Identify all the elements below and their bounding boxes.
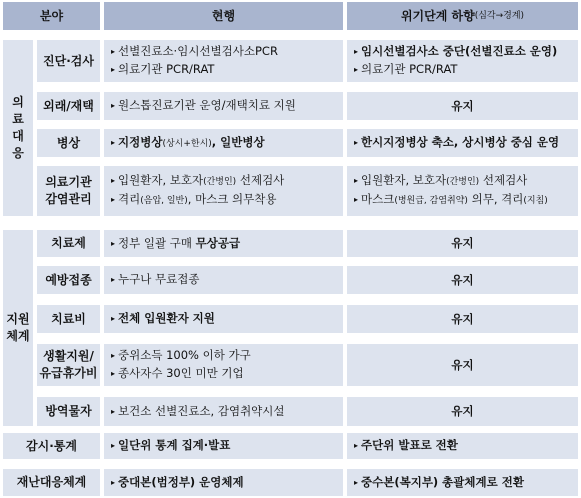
bullet-icon: ▸ xyxy=(111,314,116,323)
bullet-icon: ▸ xyxy=(354,195,359,204)
bullet-item xyxy=(111,437,343,455)
category-infection-control xyxy=(37,166,100,216)
bullet-icon: ▸ xyxy=(111,477,116,487)
bullet-icon: ▸ xyxy=(111,441,116,450)
group-medical-char: 의 xyxy=(12,95,24,109)
category-label: 감시·통계 xyxy=(26,438,77,453)
bullet-icon: ▸ xyxy=(111,406,116,416)
bullet-icon: ▸ xyxy=(111,65,116,74)
bullet-text: 임시선별검사소 중단(선별진료소 운영) xyxy=(361,44,558,58)
direction-label: 유지 xyxy=(451,272,474,287)
bullet-text: 의료기관 PCR/RAT xyxy=(118,62,215,76)
header-field xyxy=(3,2,100,30)
category-living-support xyxy=(37,344,100,386)
bullet-text: 의무, 격리 xyxy=(467,192,524,206)
bullet-item xyxy=(354,134,578,152)
group-medical-label xyxy=(12,94,24,162)
group-medical-response xyxy=(3,40,33,216)
bullet-text: 선제검사 xyxy=(236,173,285,187)
bullet-item xyxy=(354,437,578,455)
category-label: 병상 xyxy=(56,135,81,150)
bullet-item xyxy=(111,172,343,191)
bullet-text: (병원급, 감염취약) xyxy=(394,196,468,206)
category-label: 치료제 xyxy=(51,236,86,250)
direction-label: 유지 xyxy=(451,311,474,326)
direction-label: 유지 xyxy=(451,357,474,372)
direction-infection-control xyxy=(347,166,578,216)
category-treatment-cost xyxy=(37,305,100,333)
bullet-item xyxy=(354,191,578,210)
bullet-item xyxy=(111,403,343,421)
current-monitoring xyxy=(104,433,343,459)
bullet-text: 원스톱진료기관 운영/재택치료 지원 xyxy=(118,98,296,112)
bullet-icon: ▸ xyxy=(354,176,359,185)
group-support-line: 지원 xyxy=(6,312,30,326)
header-direction xyxy=(347,2,578,30)
bullet-text: 지정병상 xyxy=(118,134,163,149)
bullet-item xyxy=(111,61,343,79)
bullet-icon: ▸ xyxy=(111,238,116,248)
direction-quarantine-supplies xyxy=(347,397,578,426)
bullet-text: , 마스크 의무착용 xyxy=(187,192,277,206)
direction-treatment-cost xyxy=(347,305,578,333)
category-label xyxy=(40,348,98,382)
bullet-text: 입원환자, 보호자 xyxy=(361,173,447,187)
bullet-text: (상시+한시) xyxy=(162,138,212,149)
bullet-item xyxy=(111,310,343,328)
category-label: 재난대응체계 xyxy=(16,475,87,489)
category-label: 외래/재택 xyxy=(43,98,94,113)
bullet-icon: ▸ xyxy=(111,195,116,204)
bullet-item xyxy=(111,134,343,153)
bullet-text: 무상공급 xyxy=(195,235,241,250)
bullet-text: 중위소득 100% 이하 가구 xyxy=(118,348,251,362)
direction-label: 유지 xyxy=(451,236,474,250)
bullet-text: 한시지정병상 축소, 상시병상 중심 운영 xyxy=(361,135,560,149)
bullet-item xyxy=(111,97,343,115)
bullet-item xyxy=(111,191,343,210)
category-label-line: 감염관리 xyxy=(45,192,92,206)
bullet-text: 의료기관 PCR/RAT xyxy=(361,62,458,76)
bullet-text: 중수본(복지부) 총괄체계로 전환 xyxy=(361,474,524,489)
bullet-icon: ▸ xyxy=(354,47,359,56)
bullet-text: 주단위 발표로 전환 xyxy=(361,438,458,452)
direction-beds xyxy=(347,129,578,157)
category-diagnosis xyxy=(37,40,100,82)
direction-label: 유지 xyxy=(451,404,474,418)
bullet-text: 종사자수 30인 미만 기업 xyxy=(118,366,244,380)
bullet-text: 전체 입원환자 지원 xyxy=(118,311,215,325)
bullet-item xyxy=(111,365,343,383)
current-vaccination xyxy=(104,266,343,294)
bullet-text: , 일반병상 xyxy=(211,134,265,149)
direction-living-support xyxy=(347,344,578,386)
category-monitoring xyxy=(3,433,100,459)
bullet-item xyxy=(111,43,343,61)
bullet-icon: ▸ xyxy=(354,441,359,450)
bullet-icon: ▸ xyxy=(111,101,116,110)
bullet-text: 일단위 통계 집계·발표 xyxy=(118,438,231,452)
current-quarantine-supplies xyxy=(104,397,343,426)
bullet-text: 입원환자, 보호자 xyxy=(118,173,204,187)
bullet-icon: ▸ xyxy=(354,477,359,487)
bullet-text: 정부 일괄 구매 xyxy=(118,235,196,250)
current-living-support xyxy=(104,344,343,386)
header-direction-sub: (심각→경계) xyxy=(474,10,525,21)
group-support-system xyxy=(3,230,33,426)
bullet-text: 선제검사 xyxy=(479,173,528,187)
category-label: 예방접종 xyxy=(45,272,92,287)
direction-treatment xyxy=(347,230,578,257)
category-disaster-response xyxy=(3,469,100,496)
bullet-icon: ▸ xyxy=(111,47,116,56)
bullet-text: 보건소 선별진료소, 감염취약시설 xyxy=(118,403,285,418)
bullet-icon: ▸ xyxy=(354,138,359,147)
bullet-icon: ▸ xyxy=(111,137,116,147)
bullet-icon: ▸ xyxy=(354,65,359,74)
bullet-item xyxy=(111,271,343,289)
bullet-text: 누구나 무료접종 xyxy=(118,272,200,286)
current-treatment xyxy=(104,230,343,257)
category-treatment xyxy=(37,230,100,257)
bullet-item xyxy=(354,43,578,61)
category-label-line: 유급휴가비 xyxy=(39,366,98,380)
group-support-line: 체계 xyxy=(6,329,30,343)
bullet-text: 마스크 xyxy=(361,192,395,206)
category-label: 치료비 xyxy=(51,311,86,326)
direction-disaster-response xyxy=(347,469,578,496)
category-vaccination xyxy=(37,266,100,294)
bullet-item xyxy=(111,235,343,253)
current-infection-control xyxy=(104,166,343,216)
bullet-item xyxy=(354,172,578,191)
bullet-item xyxy=(354,61,578,79)
direction-vaccination xyxy=(347,266,578,294)
category-label: 진단·검사 xyxy=(43,53,94,68)
bullet-text: 선별진료소·임시선별검사소PCR xyxy=(118,44,278,58)
category-quarantine-supplies xyxy=(37,397,100,426)
current-beds xyxy=(104,129,343,157)
bullet-text: (지침) xyxy=(523,196,548,206)
header-current xyxy=(104,2,343,30)
direction-label: 유지 xyxy=(451,98,474,113)
group-medical-char: 료 xyxy=(12,112,24,126)
bullet-text: 중대본(범정부) 운영체제 xyxy=(118,474,244,489)
bullet-text: 격리 xyxy=(118,192,141,206)
bullet-icon: ▸ xyxy=(111,176,116,185)
current-treatment-cost xyxy=(104,305,343,333)
category-label-line: 생활지원/ xyxy=(43,349,94,363)
bullet-item xyxy=(354,474,578,492)
bullet-text: (간병인) xyxy=(203,177,237,187)
bullet-icon: ▸ xyxy=(111,351,116,360)
category-beds xyxy=(37,129,100,157)
current-diagnosis xyxy=(104,40,343,82)
bullet-item xyxy=(111,474,343,492)
group-medical-char: 응 xyxy=(12,146,24,160)
category-label xyxy=(45,174,91,208)
category-outpatient xyxy=(37,92,100,120)
bullet-icon: ▸ xyxy=(111,275,116,284)
direction-monitoring xyxy=(347,433,578,459)
header-field-label: 분야 xyxy=(39,8,64,23)
category-label: 방역물자 xyxy=(45,404,92,418)
bullet-icon: ▸ xyxy=(111,369,116,378)
bullet-text: (음압, 일반) xyxy=(140,196,188,206)
bullet-text: (간병인) xyxy=(446,177,480,187)
direction-diagnosis xyxy=(347,40,578,82)
bullet-item xyxy=(111,347,343,365)
group-support-label xyxy=(6,311,29,345)
current-disaster-response xyxy=(104,469,343,496)
group-medical-char: 대 xyxy=(12,129,24,143)
category-label-line: 의료기관 xyxy=(45,175,92,189)
header-current-label: 현행 xyxy=(211,8,236,23)
current-outpatient xyxy=(104,92,343,120)
direction-outpatient xyxy=(347,92,578,120)
header-direction-label: 위기단계 하향 xyxy=(400,8,475,23)
